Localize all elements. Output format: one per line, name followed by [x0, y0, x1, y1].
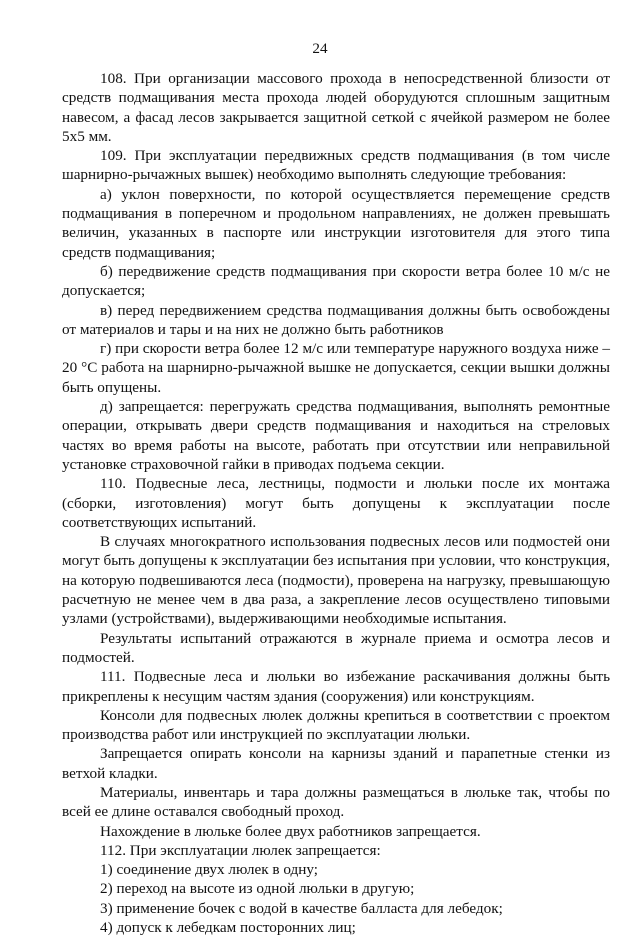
page-number: 24 [312, 40, 328, 57]
paragraph-111-consoles: Консоли для подвесных люлек должны крепиться в соответствии с проектом производства работ или инструкцией по эксплуатации люльки. [62, 706, 610, 744]
paragraph-110-results: Результаты испытаний отражаются в журнале приема и осмотра лесов и подмостей. [62, 629, 610, 666]
document-body [62, 69, 610, 937]
paragraph-109-g: г) при скорости ветра более 12 м/с или температуре наружного воздуха ниже – 20 °С работа на шарнирно-рычажной вышке не допускается, секции вышки должны быть опущены. [62, 340, 610, 396]
paragraph-108: 108. При организации массового прохода в непосредственной близости от средств подмащивания места прохода людей оборудуются сплошным защитным навесом, а фасад лесов закрывается защитной сеткой с ячейкой размером не более 5х5 мм. [62, 70, 610, 145]
paragraph-111: 111. Подвесные леса и люльки во избежание раскачивания должны быть прикреплены к несущим частям здания (сооружения) или конструкциям. [62, 668, 610, 705]
paragraph-109: 109. При эксплуатации передвижных средств подмащивания (в том числе шарнирно-рычажных вышек) необходимо выполнять следующие требования: [62, 147, 610, 184]
paragraph-109-b: б) передвижение средств подмащивания при скорости ветра более 10 м/с не допускается; [62, 262, 610, 300]
paragraph-109-d: д) запрещается: перегружать средства подмащивания, выполнять ремонтные операции, открывать двери средств подмащивания и находиться на стреловых частях во время работы на высоте, работать при отсутствии или неправильной установке страховочной гайки в приводах подъема секции. [62, 398, 610, 473]
paragraph-111-workers: Нахождение в люльке более двух работников запрещается. [100, 822, 481, 840]
list-item-2: 2) переход на высоте из одной люльки в другую; [100, 880, 415, 898]
paragraph-112: 112. При эксплуатации люлек запрещается: [100, 841, 381, 859]
paragraph-110-repeated-use: В случаях многократного использования подвесных лесов или подмостей они могут быть допущены к эксплуатации без испытания при условии, что конструкция, на которую подвешиваются леса (подмости), проверена на нагрузку, превышающую расчетную не менее чем в два раза, а закрепление лесов осуществлено типовыми узлами (устройствами), выдерживающими необходимые испытания. [62, 533, 610, 628]
paragraph-110: 110. Подвесные леса, лестницы, подмости и люльки после их монтажа (сборки, изготовления) могут быть допущены к эксплуатации после соответствующих испытаний. [62, 475, 610, 531]
paragraph-109-v: в) перед передвижением средства подмащивания должны быть освобождены от материалов и тары и на них не должно быть работников [62, 301, 610, 338]
paragraph-111-prohibition: Запрещается опирать консоли на карнизы зданий и парапетные стенки из ветхой кладки. [62, 745, 610, 782]
paragraph-109-a: а) уклон поверхности, по которой осуществляется перемещение средств подмащивания в поперечном и продольном направлениях, не должен превышать величин, указанных в паспорте или инструкции изготовителя для этого типа средств подмащивания; [62, 185, 610, 261]
list-item-1: 1) соединение двух люлек в одну; [100, 861, 319, 879]
paragraph-111-materials: Материалы, инвентарь и тара должны размещаться в люльке так, чтобы по всей ее длине оставался свободный проход. [62, 783, 610, 821]
list-item-4: 4) допуск к лебедкам посторонних лиц; [100, 919, 356, 937]
list-item-3: 3) применение бочек с водой в качестве балласта для лебедок; [100, 899, 503, 917]
